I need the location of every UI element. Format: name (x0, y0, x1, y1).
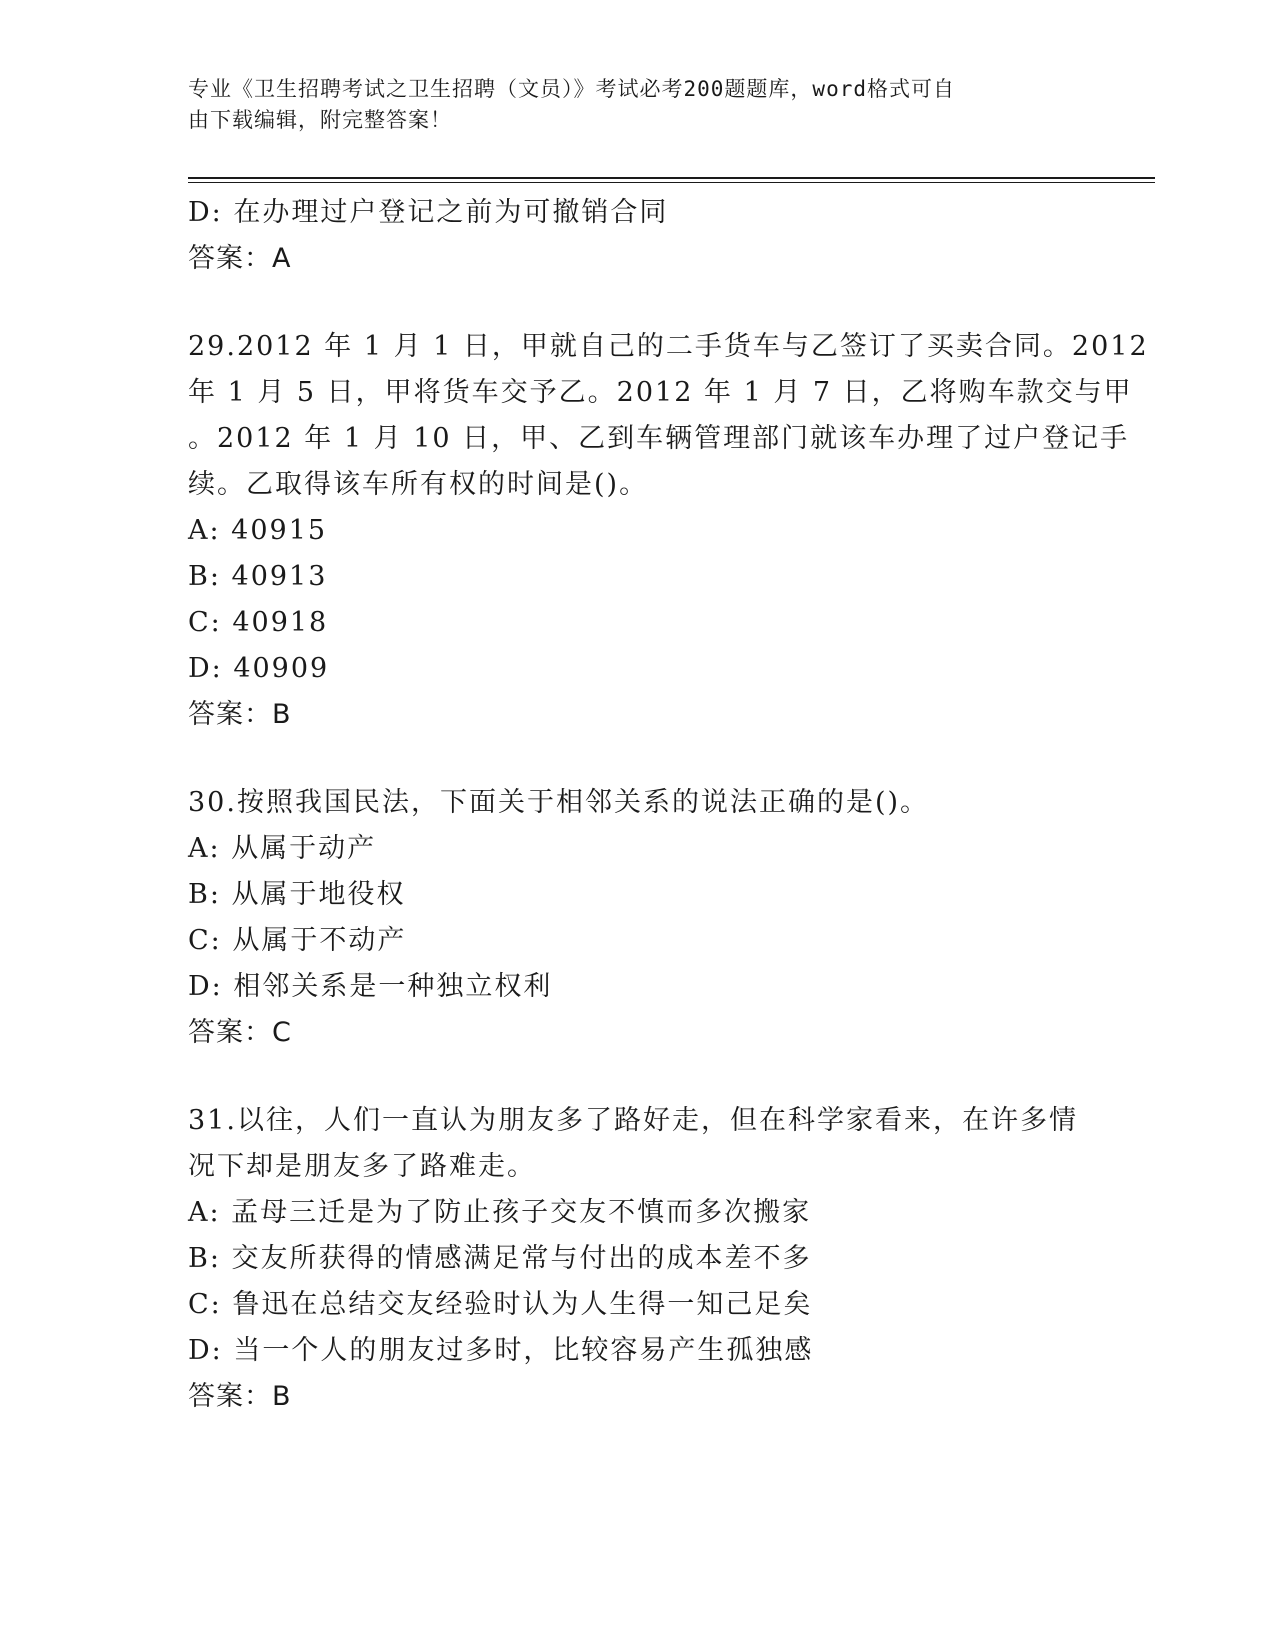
document-header (188, 74, 1068, 136)
question-30 (188, 780, 1088, 1056)
header-line-1: 专业《卫生招聘考试之卫生招聘（文员）》考试必考200题题库，word格式可自 (188, 77, 955, 101)
option-a: A: 从属于动产 (188, 833, 377, 864)
header-divider-thin (188, 182, 1155, 183)
answer-line: 答案：B (188, 699, 292, 730)
question-text-line: 续。乙取得该车所有权的时间是()。 (188, 469, 649, 500)
option-c: C: 鲁迅在总结交友经验时认为人生得一知己足矣 (188, 1289, 813, 1320)
option-a: A: 40915 (188, 515, 328, 546)
spacer (188, 1056, 1088, 1098)
question-text-line: 31.以往，人们一直认为朋友多了路好走，但在科学家看来，在许多情 (188, 1105, 1078, 1136)
spacer (188, 738, 1088, 780)
option-b: B: 交友所获得的情感满足常与付出的成本差不多 (188, 1243, 812, 1274)
option-c: C: 40918 (188, 607, 329, 638)
answer-line: 答案：A (188, 243, 292, 274)
option-d: D: 40909 (188, 653, 330, 684)
question-text-line: 况下却是朋友多了路难走。 (188, 1151, 536, 1182)
document-body (188, 190, 1149, 1420)
answer-line: 答案：C (188, 1017, 292, 1048)
question-text-line: 。2012 年 1 月 10 日，甲、乙到车辆管理部门就该车办理了过户登记手 (188, 423, 1130, 454)
option-b: B: 从属于地役权 (188, 879, 406, 910)
header-line-2: 由下载编辑，附完整答案！ (188, 108, 452, 132)
question-text-line: 年 1 月 5 日，甲将货车交予乙。2012 年 1 月 7 日，乙将购车款交与甲 (188, 377, 1133, 408)
option-d: D: 当一个人的朋友过多时，比较容易产生孤独感 (188, 1335, 814, 1366)
option-c: C: 从属于不动产 (188, 925, 407, 956)
question-28-tail (188, 190, 1088, 282)
spacer (188, 282, 1088, 324)
answer-line: 答案：B (188, 1381, 292, 1412)
option-d: D: 在办理过户登记之前为可撤销合同 (188, 197, 669, 228)
question-31 (188, 1098, 1088, 1420)
option-a: A: 孟母三迁是为了防止孩子交友不慎而多次搬家 (188, 1197, 812, 1228)
header-divider-thick (188, 177, 1155, 179)
question-text-line: 29.2012 年 1 月 1 日，甲就自己的二手货车与乙签订了买卖合同。2012 (188, 331, 1149, 362)
option-b: B: 40913 (188, 561, 328, 592)
question-29 (188, 324, 1149, 738)
option-d: D: 相邻关系是一种独立权利 (188, 971, 553, 1002)
question-text-line: 30.按照我国民法，下面关于相邻关系的说法正确的是()。 (188, 787, 930, 818)
